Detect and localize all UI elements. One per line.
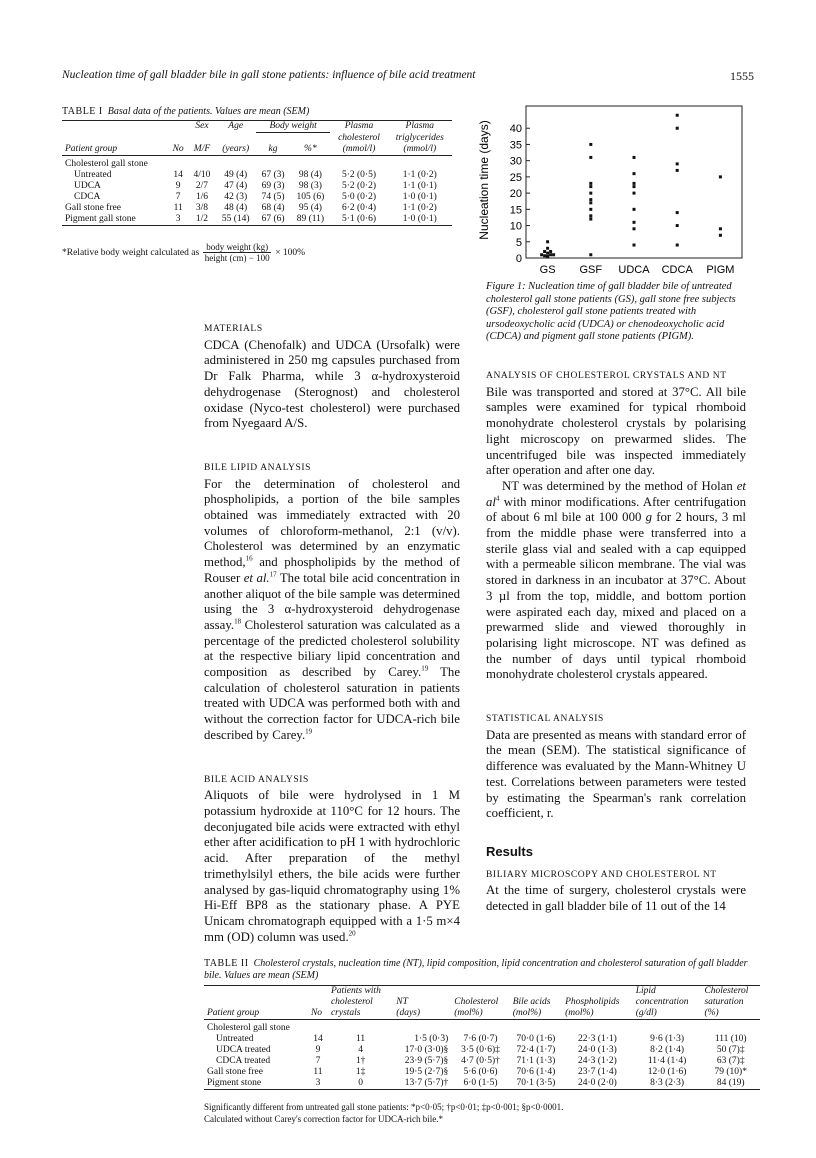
table-row: Untreated 14 11 1·5 (0·3) 7·6 (0·7) 70·0 (1·6) 22·3 (1·1) 9·6 (1·3) 111 (10) [216,1034,747,1044]
data-point [633,156,636,159]
data-point [589,214,592,217]
table1-label: TABLE I [62,106,103,117]
data-point [543,250,546,253]
t1-col-bodyweight: Body weight [256,121,331,133]
t1-section-cholesterol: Cholesterol gall stone [65,158,148,169]
bile-acid-paragraph: Aliquots of bile were hydrolysed in 1 M potassium hydroxide at 110°C for 12 hours. The deconjugated bile acids were extracted with ethyl ether after acidification to pH 1 with hydrochloric acid. After preparation of the methyl trimethylsilyl ethers, the bile acids were further analysed by gas-liquid chromatography using 1% Hi-Eff BP8 as the stationary phase. A PYE Unicam chromatograph equipped with a 1·5 m×4 mm (OD) column was used.$^{20}$ [204,788,460,944]
data-point [633,182,636,185]
t1-col-no: No [172,143,184,154]
y-tick-label: 30 [509,155,522,168]
data-point [719,227,722,230]
data-point [676,169,679,172]
stats-paragraph: Data are presented as means with standard error of the mean (SEM). The statistical significance of difference was evaluated by the Mann-Whitney U test. Correlations between parameters were tested by estimating the Spearman's rank correlation coefficient, r. [486,727,746,821]
table-row: Gall stone free 11 1‡ 19·5 (2·7)§ 5·6 (0·6) 70·6 (1·4) 23·7 (1·4) 12·0 (1·6) 79 (10)* [207,1067,747,1077]
table-row: Untreated 14 4/10 49 (4) 67 (3) 98 (4) 5·2 (0·5) 1·1 (0·2) [74,169,437,180]
data-point [676,244,679,247]
body-weight-fraction: $\frac{\text{body weight (kg)}}{\text{height (cm) − 100}}$ [204,242,270,263]
data-point [589,201,592,204]
crystals-paragraph: Bile was transported and stored at 37°C. All bile samples were examined for typical rhomboid monohydrate cholesterol crystals by polarising light microscopy on prewarmed slides. The uncentrifuged bile was inspected immediately after operation and after one day. [486,384,746,478]
bile-lipid-heading: BILE LIPID ANALYSIS [204,462,312,473]
data-point [633,227,636,230]
table2: Patients with Lipid Cholesterol cholesterol NT Cholesterol Bile acids Phospholipids concentration saturation Patient group No crystals (days) (mol%) (mol%) (mol%) (g/dl) (%) Cholesterol gall stone Untreated 14 11 1·5 (0·3) 7·6 (0·7) 70·0 (1·6) 22·3 (1·1) 9·6 (1·3) 111 (10) UDCA treated 9 4 17·0 (3·0)§ 3·5 (0·6)‡ 72·4 (1·7) 24·0 (1·3) 8·2 (1·4) 50 (7)‡ CDCA treated 7 1† 23·9 (5·7)§ 4·7 (0·5)† 71·1 (1·3) 24·3 (1·2) 11·4 (1·4) 63 (7)‡ Gall stone free 11 1‡ 19·5 (2·7)§ 5·6 (0·6) 70·6 (1·4) 23·7 (1·4) 12·0 (1·6) 79 (10)* Pigment stone 3 0 13·7 (5·7)† 6·0 (1·5) 70·1 (3·5) 24·0 (2·0) 8·3 (2·3) 84 (19) [204,985,760,1090]
t1-col-ptg: Plasma [405,121,435,132]
t1-col-pct: %* [304,143,317,154]
y-tick-label: 5 [515,236,522,249]
table1 [62,120,452,226]
data-point [589,218,592,221]
table1-caption [62,106,309,117]
table2-footnote-carey: Calculated without Carey's correction factor for UDCA-rich bile.* [204,1113,444,1124]
data-point [676,211,679,214]
data-point [633,221,636,224]
data-point [633,185,636,188]
stats-heading: STATISTICAL ANALYSIS [486,714,604,725]
materials-paragraph: CDCA (Chenofalk) and UDCA (Ursofalk) were administered in 250 mg capsules purchased from Dr Falk Pharma, while 3 α-hydroxysteroid dehydrogenase (Sterognost) and cholesterol oxidase (Nyco-test cholesterol) were purchased from Nyegaard A/S. [204,337,460,431]
x-tick-label: CDCA [661,264,693,276]
t1-col-pchol2: cholesterol [338,132,380,143]
t1-col-ptg2: triglycerides [395,132,444,143]
table-row: Pigment stone 3 0 13·7 (5·7)† 6·0 (1·5) 70·1 (3·5) 24·0 (2·0) 8·3 (2·3) 84 (19) [204,1078,760,1090]
t2-section-cholesterol: Cholesterol gall stone [207,1023,290,1033]
x-tick-label: GSF [579,264,603,276]
t1-col-kg: kg [268,143,278,154]
data-point [676,162,679,165]
data-point [549,250,552,253]
data-point [589,182,592,185]
data-point [546,252,549,255]
t2-col-group: Patient group [207,1008,260,1018]
table1-footnote: *Relative body weight calculated as $\frac{\text{body weight (kg)}}{\text{height (cm) − 100}}$ × 100% [62,242,306,263]
t1-col-pchol: Plasma [344,121,374,132]
table2-caption-text: Cholesterol crystals, nucleation time (NT), lipid composition, lipid concentration and cholesterol saturation of gall bladder bile. Values are mean (SEM) [204,958,748,981]
right-column [486,369,746,915]
materials-heading: MATERIALS [204,324,263,334]
data-point [589,198,592,201]
running-title: Nucleation time of gall bladder bile in gall stone patients: influence of bile acid treatment [62,69,476,81]
data-point [552,253,555,256]
data-point [676,127,679,130]
data-point [589,156,592,159]
table2-footnote-significance: Significantly different from untreated gall stone patients: *p<0·05; †p<0·01; ‡p<0·001; §p<0·0001. [204,1102,564,1112]
table-row: UDCA 9 2/7 47 (4) 69 (3) 98 (3) 5·2 (0·2) 1·1 (0·1) [74,180,437,191]
data-point [549,253,552,256]
t2-col-no: No [310,1008,323,1018]
data-point [546,240,549,243]
microscopy-paragraph: At the time of surgery, cholesterol crystals were detected in gall bladder bile of 11 out of the 14 [486,883,746,914]
data-point [633,208,636,211]
figure1-scatter [470,102,750,282]
t1-col-sex: Sex [195,121,209,132]
table2-label: TABLE II [204,958,249,969]
data-point [676,224,679,227]
data-point [589,185,592,188]
y-tick-label: 20 [509,188,522,201]
table-row: Pigment gall stone 3 1/2 55 (14) 67 (6) 89 (11) 5·1 (0·6) 1·0 (0·1) [62,214,452,226]
data-point [589,253,592,256]
data-point [543,254,546,257]
nt-paragraph: NT was determined by the method of Holan et $al^4$ with minor modifications. After centrifugation of about 6 ml bile at 100 000 g for 2 hours, 3 ml from the middle phase were transferred into a sterile glass vial and sealed with a cap equipped with a permeable silicon membrane. The vial was stored in darkness in an incubator at 37°C. About 3 µl from the top, middle, and bottom portion were aspirated each day, mixed and placed on a prewarmed slide and viewed thoroughly in polarising light microscope. NT was defined as the number of days until typical rhomboid monohydrate cholesterol crystals appeared. [486,478,746,682]
y-tick-label: 10 [509,220,522,233]
data-point [540,253,543,256]
data-point [719,175,722,178]
t1-col-age: Age [228,121,244,132]
t1-col-pchol-unit: (mmol/l) [342,143,376,154]
figure1-caption: Figure 1: Nucleation time of gall bladder bile of untreated cholesterol gall stone patients (GS), gall stone free subjects (GSF), cholesterol gall stone patients treated with ursodeoxycholic acid (UDCA) or chenodeoxycholic acid (CDCA) and pigment gall stone patients (PIGM). [486,281,736,342]
table2-caption [204,958,764,982]
y-tick-label: 25 [509,171,522,184]
x-tick-label: PIGM [706,264,735,276]
data-point [589,143,592,146]
table-row: Gall stone free 11 3/8 48 (4) 68 (4) 95 (4) 6·2 (0·4) 1·1 (0·2) [65,202,437,213]
y-tick-label: 35 [509,139,522,152]
data-point [589,208,592,211]
y-tick-label: 15 [509,204,522,217]
x-tick-label: GS [539,264,556,276]
bile-lipid-paragraph: For the determination of cholesterol and phospholipids, a portion of the bile samples obtained was immediately extracted with 20 volumes of chloroform-methanol, 2:1 (v/v). Cholesterol was determined by an enzymatic method,$^{16}$ and phospholipids by the method of Rouser et al.$^{17}$ The total bile acid concentration in another aliquot of the bile sample was determined using the 3 α-hydroxysteroid dehydrogenase assay.$^{18}$ Cholesterol saturation was calculated as a percentage of the predicted cholesterol solubility at the respective biliary lipid concentration and composition as described by Carey.$^{19}$ The calculation of cholesterol saturation in patients treated with UDCA was performed both with and without the correction factor for UDCA-rich bile described by Carey.$^{19}$ [204,476,460,742]
data-point [676,114,679,117]
table-row: CDCA treated 7 1† 23·9 (5·7)§ 4·7 (0·5)† 71·1 (1·3) 24·3 (1·2) 11·4 (1·4) 63 (7)‡ [216,1056,745,1066]
y-axis-label: Nucleation time (days) [477,120,491,240]
data-point [633,244,636,247]
data-point [589,192,592,195]
data-point [719,234,722,237]
x-tick-label: UDCA [618,264,650,276]
left-column [204,322,460,945]
data-point [546,255,549,258]
crystals-heading: ANALYSIS OF CHOLESTEROL CRYSTALS AND NT [486,371,727,381]
table-row: CDCA 7 1/6 42 (3) 74 (5) 105 (6) 5·0 (0·2) 1·0 (0·1) [74,191,437,202]
t1-col-age-sub: (years) [222,143,250,154]
t1-col-group: Patient group [65,143,118,154]
data-point [633,172,636,175]
data-point [633,192,636,195]
data-point [546,247,549,250]
table-row: UDCA treated 9 4 17·0 (3·0)§ 3·5 (0·6)‡ 72·4 (1·7) 24·0 (1·3) 8·2 (1·4) 50 (7)‡ [216,1045,745,1055]
table1-caption-text: Basal data of the patients. Values are mean (SEM) [107,106,310,117]
y-tick-label: 40 [509,123,522,136]
t1-col-ptg-unit: (mmol/l) [403,143,437,154]
results-heading: Results [486,843,533,859]
page-number: 1555 [730,69,754,83]
t1-col-sex-sub: M/F [193,143,211,154]
microscopy-heading: BILIARY MICROSCOPY AND CHOLESTEROL NT [486,869,717,880]
bile-acid-heading: BILE ACID ANALYSIS [204,774,309,785]
y-tick-label: 0 [515,253,522,265]
table2-footnote [204,1102,764,1125]
